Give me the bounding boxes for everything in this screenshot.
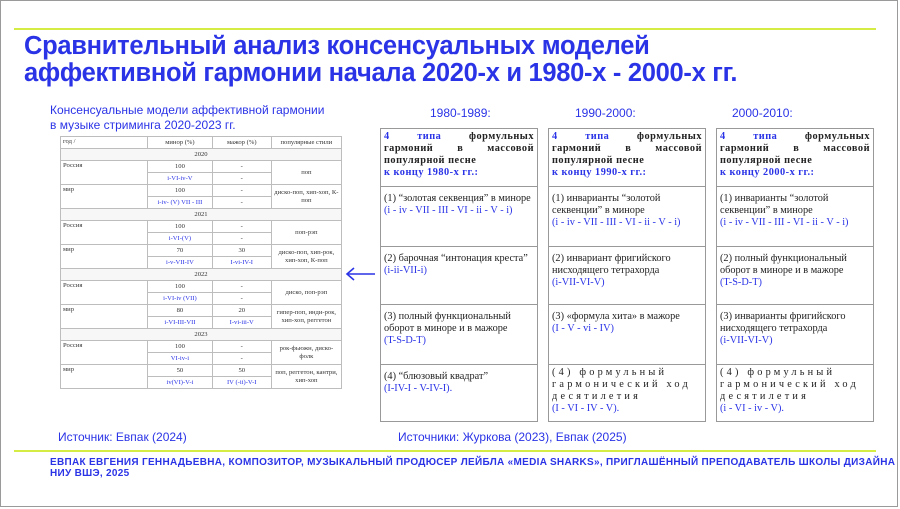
list-item xyxy=(549,365,705,421)
minor-percent: 100 xyxy=(148,341,213,353)
list-item xyxy=(549,247,705,305)
bottom-accent-line xyxy=(14,450,876,452)
intro-text: формульных гармоний в массовой популярной песне xyxy=(720,131,870,166)
title-line-2: аффективной гармонии начала 2020-х и 1980-х - 2000-х гг. xyxy=(24,59,738,87)
minor-percent: 100 xyxy=(148,281,213,293)
minor-percent: 100 xyxy=(148,161,213,173)
minor-progression: i-VI-iv-V xyxy=(148,173,213,185)
styles-cell: диско, поп-рэп xyxy=(271,281,341,305)
minor-percent: 50 xyxy=(148,365,213,377)
year-row-2020 xyxy=(61,149,342,161)
subtitle-line-1: Консенсуальные модели аффективной гармонии xyxy=(50,103,325,117)
region-russia: Россия xyxy=(61,341,148,365)
item-text: (4) формульный гармонический ход десятилетия xyxy=(720,367,859,402)
major-progression: - xyxy=(212,293,271,305)
column-intro xyxy=(549,129,705,187)
major-percent: - xyxy=(212,281,271,293)
styles-cell: поп-рэп xyxy=(271,221,341,245)
year-2022: 2022 xyxy=(61,269,342,281)
styles-cell: гипер-поп, инди-рок, хип-хоп, реггетон xyxy=(271,305,341,329)
year-2021: 2021 xyxy=(61,209,342,221)
region-world: мир xyxy=(61,245,148,269)
period-header-1980: 1980-1989: xyxy=(430,106,491,120)
item-text: (4) формульный гармонический ход десятилетия xyxy=(552,367,691,402)
region-world: мир xyxy=(61,365,148,389)
intro-text: формульных гармоний в массовой популярной песне xyxy=(384,131,534,166)
header-styles: популярные стили xyxy=(271,137,341,149)
table-row xyxy=(61,245,342,257)
region-russia: Россия xyxy=(61,281,148,305)
major-progression: - xyxy=(212,197,271,209)
item-progression: (i - iv - VII - III - VI - ii - V - i) xyxy=(384,205,513,216)
styles-cell: рок-фьюжн, диско-фолк xyxy=(271,341,341,365)
item-text: (3) полный функциональный оборот в миноре и в мажоре xyxy=(384,311,511,334)
major-percent: 30 xyxy=(212,245,271,257)
item-progression: (I - V - vi - IV) xyxy=(552,323,614,334)
column-intro xyxy=(717,129,873,187)
minor-percent: 100 xyxy=(148,221,213,233)
table-row xyxy=(61,365,342,377)
intro-count: 4 типа xyxy=(720,131,778,142)
item-text: (3) инварианты фригийского нисходящего тетрахорда xyxy=(720,311,846,334)
year-row-2021 xyxy=(61,209,342,221)
region-russia: Россия xyxy=(61,161,148,185)
minor-progression: i-VI-(V) xyxy=(148,233,213,245)
styles-cell: диско-поп, хип-хоп, К-поп xyxy=(271,185,341,209)
header-minor: минор (%) xyxy=(148,137,213,149)
major-percent: - xyxy=(212,161,271,173)
item-text: (1) инварианты “золотой секвенции” в миноре xyxy=(552,193,661,216)
footer-author: ЕВПАК ЕВГЕНИЯ ГЕННАДЬЕВНА, КОМПОЗИТОР, МУЗЫКАЛЬНЫЙ ПРОДЮСЕР ЛЕЙБЛА «MEDIA SHARKS», ПРИГЛАШЁННЫЙ ПРЕПОДАВАТЕЛЬ ШКОЛЫ ДИЗАЙНА НИУ ВШЭ, 2025 xyxy=(50,457,896,479)
major-progression: - xyxy=(212,353,271,365)
item-text: (2) барочная “интонация креста” xyxy=(384,253,528,264)
table-header-row xyxy=(61,137,342,149)
source-right: Источники: Журкова (2023), Евпак (2025) xyxy=(398,430,627,444)
major-progression: I-vi-iii-V xyxy=(212,317,271,329)
item-progression: (I - VI - IV - V). xyxy=(552,403,620,414)
major-progression: - xyxy=(212,233,271,245)
column-1990s xyxy=(548,128,706,422)
item-progression: (I-IV-I - V-IV-I). xyxy=(384,383,453,394)
major-percent: - xyxy=(212,185,271,197)
list-item xyxy=(549,187,705,247)
item-text: (4) “блюзовый квадрат” xyxy=(384,371,489,382)
minor-percent: 100 xyxy=(148,185,213,197)
minor-progression: VI-iv-i xyxy=(148,353,213,365)
subtitle-line-2: в музыке стриминга 2020-2023 гг. xyxy=(50,118,236,132)
list-item xyxy=(381,247,537,305)
arrow-left-icon xyxy=(344,266,376,282)
item-progression: (i-VII-VI-V) xyxy=(720,335,773,346)
table-row xyxy=(61,341,342,353)
list-item xyxy=(717,187,873,247)
intro-period: к концу 1980-х гг.: xyxy=(384,167,479,178)
list-item xyxy=(381,305,537,365)
table-row xyxy=(61,305,342,317)
table-row xyxy=(61,221,342,233)
slide-title xyxy=(24,33,884,87)
item-progression: (i-VII-VI-V) xyxy=(552,277,605,288)
table-row xyxy=(61,161,342,173)
source-left: Источник: Евпак (2024) xyxy=(58,430,187,444)
list-item xyxy=(381,187,537,247)
list-item xyxy=(381,365,537,421)
styles-cell: поп xyxy=(271,161,341,185)
period-header-1990: 1990-2000: xyxy=(575,106,636,120)
minor-progression: i-VI-iv (VII) xyxy=(148,293,213,305)
item-text: (1) инварианты “золотой секвенции” в миноре xyxy=(720,193,829,216)
year-row-2023 xyxy=(61,329,342,341)
item-text: (2) инвариант фригийского нисходящего тетрахорда xyxy=(552,253,671,276)
minor-percent: 70 xyxy=(148,245,213,257)
column-2000s xyxy=(716,128,874,422)
major-progression: - xyxy=(212,173,271,185)
major-percent: - xyxy=(212,221,271,233)
minor-progression: i-v-VII-IV xyxy=(148,257,213,269)
item-text: (1) “золотая секвенция” в миноре xyxy=(384,193,531,204)
column-1980s xyxy=(380,128,538,422)
styles-cell: поп, реггетон, кантри, хип-хоп xyxy=(271,365,341,389)
item-progression: (T-S-D-T) xyxy=(720,277,762,288)
major-percent: 50 xyxy=(212,365,271,377)
item-progression: (i - VI - iv - V). xyxy=(720,403,784,414)
list-item xyxy=(717,365,873,421)
header-year: год / xyxy=(61,137,148,149)
header-major: мажор (%) xyxy=(212,137,271,149)
year-row-2022 xyxy=(61,269,342,281)
table-row xyxy=(61,281,342,293)
region-world: мир xyxy=(61,305,148,329)
major-progression: I-vi-IV-I xyxy=(212,257,271,269)
region-russia: Россия xyxy=(61,221,148,245)
list-item xyxy=(717,247,873,305)
intro-text: формульных гармоний в массовой популярной песне xyxy=(552,131,702,166)
period-header-2000: 2000-2010: xyxy=(732,106,793,120)
item-progression: (i - iv - VII - III - VI - ii - V - i) xyxy=(552,217,681,228)
minor-progression: i-VI-III-VII xyxy=(148,317,213,329)
styles-cell: диско-поп, хип-рок, хип-хоп, К-поп xyxy=(271,245,341,269)
table-row xyxy=(61,185,342,197)
top-accent-line xyxy=(14,28,876,30)
title-line-1: Сравнительный анализ консенсуальных моделей xyxy=(24,32,650,60)
intro-period: к концу 1990-х гг.: xyxy=(552,167,647,178)
column-intro xyxy=(381,129,537,187)
table-subtitle xyxy=(50,103,370,133)
year-2020: 2020 xyxy=(61,149,342,161)
intro-count: 4 типа xyxy=(384,131,442,142)
item-progression: (i-ii-VII-i) xyxy=(384,265,427,276)
item-progression: (i - iv - VII - III - VI - ii - V - i) xyxy=(720,217,849,228)
intro-period: к концу 2000-х гг.: xyxy=(720,167,815,178)
major-progression: IV (-ii)-V-I xyxy=(212,377,271,389)
intro-count: 4 типа xyxy=(552,131,610,142)
major-percent: 20 xyxy=(212,305,271,317)
year-2023: 2023 xyxy=(61,329,342,341)
list-item xyxy=(717,305,873,365)
minor-progression: iv(VI)-V-i xyxy=(148,377,213,389)
major-percent: - xyxy=(212,341,271,353)
minor-progression: i-iv- (V) VII - III xyxy=(148,197,213,209)
list-item xyxy=(549,305,705,365)
item-progression: (T-S-D-T) xyxy=(384,335,426,346)
streaming-models-table xyxy=(60,136,342,389)
item-text: (3) «формула хита» в мажоре xyxy=(552,311,680,322)
item-text: (2) полный функциональный оборот в миноре и в мажоре xyxy=(720,253,847,276)
region-world: мир xyxy=(61,185,148,209)
minor-percent: 80 xyxy=(148,305,213,317)
